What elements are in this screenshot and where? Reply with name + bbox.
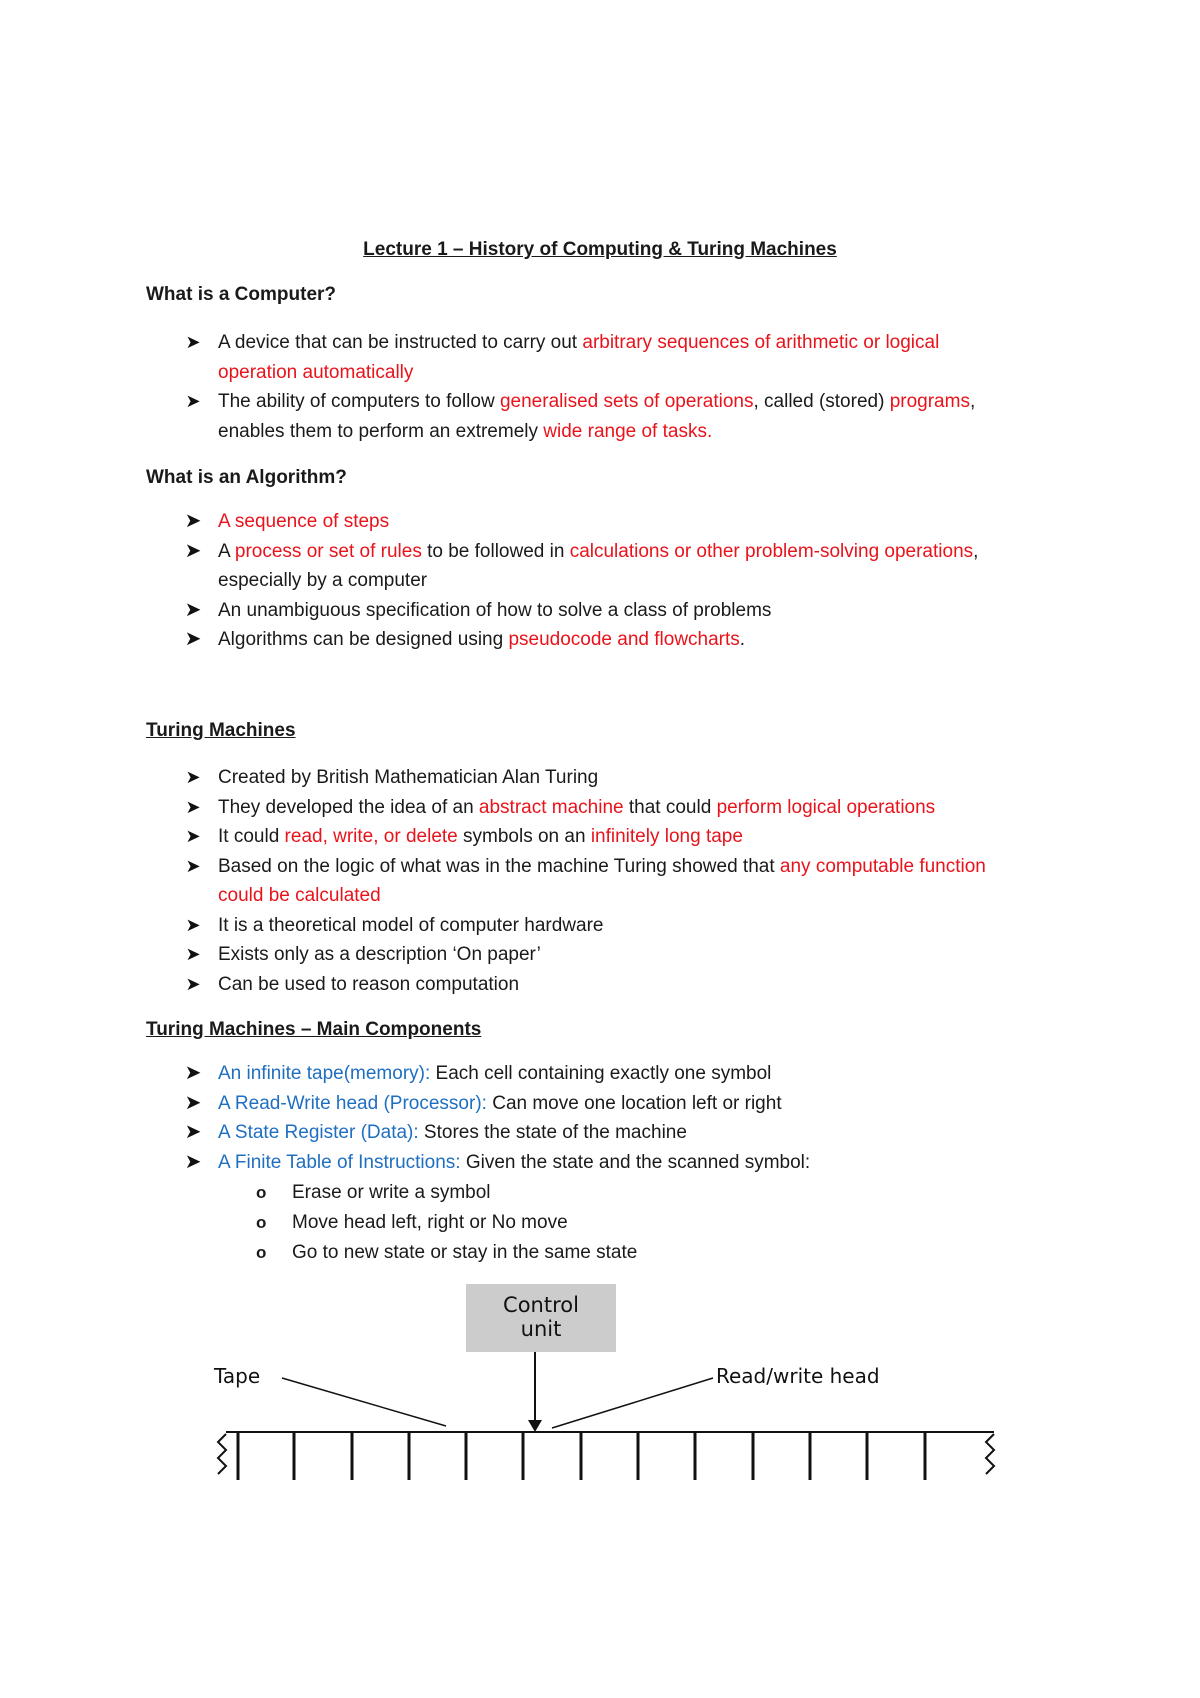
circle-bullet-icon: o — [256, 1213, 267, 1232]
list-item — [146, 625, 1076, 655]
arrow-bullet-icon: ➤ — [184, 598, 202, 621]
text-run: Algorithms can be designed using — [218, 629, 509, 650]
heading-what-is-algorithm: What is an Algorithm? — [146, 467, 347, 488]
text-run: especially by a computer — [218, 570, 428, 591]
text-run: infinitely long tape — [590, 826, 743, 847]
text-run: Created by British Mathematician Alan Turing — [218, 767, 599, 788]
list-item — [146, 793, 1076, 823]
control-arrow-head-icon — [528, 1420, 542, 1432]
text-run: A State Register (Data): — [218, 1122, 419, 1143]
arrow-bullet-icon: ➤ — [185, 332, 201, 352]
text-run: Based on the logic of what was in the machine Turing showed that — [218, 855, 780, 877]
text-run: read, write, or delete — [284, 826, 458, 847]
text-run: Can be used to reason computation — [218, 973, 520, 995]
text-run: generalised sets of operations — [499, 391, 754, 412]
page-title: Lecture 1 – History of Computing & Turing Machines — [363, 239, 837, 260]
arrow-bullet-icon: ➤ — [185, 391, 201, 411]
text-run: could be calculated — [218, 885, 381, 906]
text-run: pseudocode and flowcharts — [508, 629, 740, 650]
text-run: A sequence of steps — [218, 511, 390, 532]
arrow-bullet-icon: ➤ — [184, 628, 202, 650]
arrow-bullet-icon: ➤ — [185, 855, 201, 876]
list-item — [146, 763, 1076, 793]
text-run: that could — [623, 796, 717, 818]
arrow-bullet-icon: ➤ — [185, 973, 201, 994]
head-pointer-line — [552, 1378, 713, 1428]
text-run: to be followed in — [421, 540, 570, 562]
text-run: An unambiguous specification of how to solve a class of problems — [218, 599, 772, 621]
text-run: enables them to perform an extremely — [218, 420, 544, 442]
text-run: Exists only as a description ‘On paper’ — [218, 944, 541, 965]
text-run: They developed the idea of an — [218, 796, 479, 818]
text-run: , — [969, 391, 976, 412]
text-run: , — [973, 540, 979, 562]
head-label: Read/write head — [716, 1364, 880, 1388]
text-run: perform logical operations — [716, 796, 936, 818]
sub-item-text: Go to new state or stay in the same state — [292, 1242, 638, 1263]
sub-list-item — [146, 1178, 1046, 1208]
list-item — [146, 911, 1076, 941]
arrow-bullet-icon: ➤ — [184, 1091, 202, 1114]
text-run: Each cell containing exactly one symbol — [430, 1063, 772, 1084]
text-run: wide range of tasks. — [543, 420, 713, 442]
text-run: operation automatically — [218, 361, 414, 383]
arrow-bullet-icon: ➤ — [185, 914, 201, 935]
text-run: A — [218, 540, 235, 562]
tape-pointer-line — [282, 1378, 446, 1426]
list-item — [146, 1059, 1076, 1089]
text-run: abstract machine — [478, 796, 624, 818]
control-unit-label-2: unit — [520, 1317, 562, 1341]
circle-bullet-icon: o — [256, 1183, 267, 1202]
sub-list-item — [146, 1238, 1046, 1268]
list-item — [146, 328, 1076, 387]
list-item — [146, 1148, 1076, 1178]
circle-bullet-icon: o — [256, 1243, 267, 1262]
text-run: arbitrary sequences of arithmetic or logical — [582, 332, 940, 353]
list-item — [146, 822, 1076, 852]
text-run: symbols on an — [457, 826, 591, 847]
text-run: Can move one location left or right — [486, 1092, 782, 1114]
arrow-bullet-icon: ➤ — [185, 944, 201, 964]
tape-right-break-icon — [986, 1434, 994, 1474]
algorithm-bullet-list — [146, 507, 1076, 655]
control-unit-label-1: Control — [503, 1293, 579, 1317]
text-run: . — [739, 629, 746, 650]
text-run: It could — [218, 826, 285, 847]
arrow-bullet-icon: ➤ — [185, 767, 201, 787]
arrow-bullet-icon: ➤ — [184, 539, 202, 562]
text-run: An infinite tape(memory): — [218, 1063, 431, 1084]
list-item — [146, 970, 1076, 1000]
tape-label: Tape — [214, 1364, 261, 1388]
sub-list-item — [146, 1208, 1046, 1238]
text-run: calculations or other problem-solving operations — [569, 540, 974, 562]
tape-cells — [238, 1432, 925, 1480]
heading-main-components: Turing Machines – Main Components — [146, 1019, 482, 1040]
heading-turing-machines: Turing Machines — [146, 720, 296, 741]
turing-machine-diagram — [200, 1282, 1020, 1502]
components-bullet-list — [146, 1059, 1076, 1177]
tape-left-break-icon — [218, 1434, 226, 1474]
text-run: A Read-Write head (Processor): — [218, 1092, 487, 1114]
heading-what-is-computer: What is a Computer? — [146, 284, 337, 305]
instruction-sub-list — [146, 1178, 1046, 1268]
list-item — [146, 387, 1076, 446]
sub-item-text: Erase or write a symbol — [292, 1182, 491, 1203]
text-run: A device that can be instructed to carry out — [218, 332, 583, 353]
arrow-bullet-icon: ➤ — [184, 1121, 202, 1143]
list-item — [146, 1089, 1076, 1119]
text-run: The ability of computers to follow — [218, 391, 500, 412]
arrow-bullet-icon: ➤ — [184, 510, 202, 532]
list-item — [146, 507, 1076, 537]
text-run: any computable function — [779, 855, 986, 877]
arrow-bullet-icon: ➤ — [184, 1150, 202, 1173]
text-run: A Finite Table of Instructions: — [218, 1151, 461, 1173]
sub-item-text: Move head left, right or No move — [292, 1212, 568, 1233]
list-item — [146, 852, 1076, 911]
text-run: process or set of rules — [234, 540, 422, 562]
text-run: Stores the state of the machine — [418, 1122, 687, 1143]
list-item — [146, 537, 1076, 596]
text-run: , called (stored) — [753, 391, 890, 412]
arrow-bullet-icon: ➤ — [184, 1062, 202, 1084]
turing-bullet-list — [146, 763, 1076, 999]
list-item — [146, 596, 1076, 626]
text-run: programs — [889, 391, 970, 412]
list-item — [146, 940, 1076, 970]
list-item — [146, 1118, 1076, 1148]
arrow-bullet-icon: ➤ — [185, 796, 201, 817]
arrow-bullet-icon: ➤ — [185, 826, 201, 846]
text-run: It is a theoretical model of computer hardware — [218, 914, 604, 936]
computer-bullet-list — [146, 328, 1076, 446]
text-run: Given the state and the scanned symbol: — [460, 1151, 811, 1173]
